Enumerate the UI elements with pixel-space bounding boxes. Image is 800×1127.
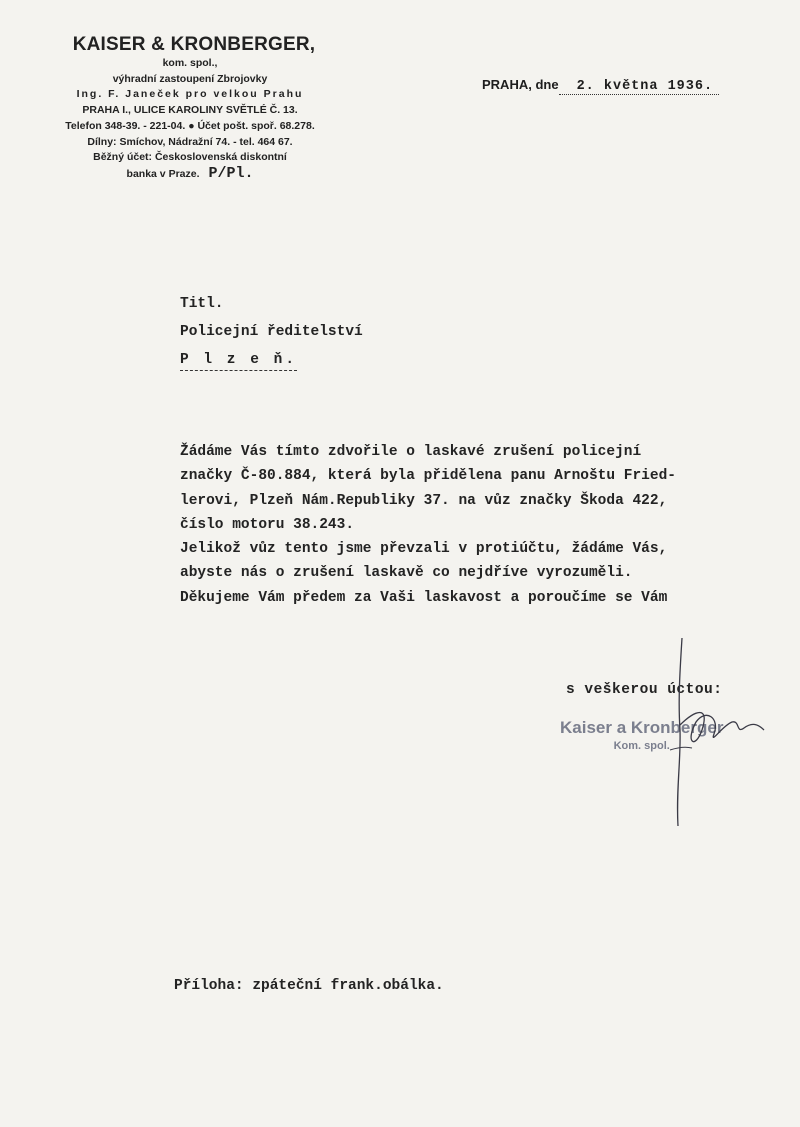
stamp-company-name: Kaiser a Kronberger — [560, 718, 724, 737]
letterhead-line-bank — [0, 166, 380, 183]
addressee-city: P l z e ň. — [180, 350, 297, 371]
letter-body — [180, 440, 780, 610]
body-line: Jelikož vůz tento jsme převzali v protiúčtu, žádáme Vás, — [180, 541, 668, 558]
letterhead-line: PRAHA I., ULICE KAROLINY SVĚTLÉ Č. 13. — [82, 104, 298, 117]
body-line: lerovi, Plzeň Nám.Republiky 37. na vůz značky Škoda 422, — [180, 492, 668, 509]
stamp-company-type: Kom. spol. — [613, 740, 670, 752]
attachment-note: Příloha: zpáteční frank.obálka. — [174, 978, 444, 994]
handwritten-signature — [640, 630, 780, 830]
body-line: Žádáme Vás tímto zdvořile o laskavé zrušení policejní — [180, 444, 642, 460]
body-line: abyste nás o zrušení laskavě co nejdříve vyrozuměli. — [180, 565, 633, 582]
closing-salutation: s veškerou úctou: — [566, 682, 723, 698]
letterhead-line: výhradní zastoupení Zbrojovky — [112, 72, 268, 85]
letterhead-line: Běžný účet: Československá diskontní — [93, 151, 287, 164]
letterhead-line: kom. spol., — [162, 57, 218, 69]
letterhead-line: Dílny: Smíchov, Nádražní 74. - tel. 464 67. — [87, 135, 293, 148]
letterhead — [0, 34, 380, 183]
date-place: PRAHA, dne — [482, 77, 559, 92]
letterhead-line: Telefon 348-39. - 221-04. ● Účet pošt. spoř. 68.278. — [65, 119, 315, 132]
letterhead-line: Ing. F. Janeček pro velkou Prahu — [76, 88, 304, 101]
dateline — [482, 77, 719, 95]
body-line: Děkujeme Vám předem za Vaši laskavost a poroučíme se Vám — [180, 589, 668, 606]
reference-mark: P/Pl. — [208, 164, 254, 182]
addressee-block — [180, 290, 363, 374]
body-line: číslo motoru 38.243. — [180, 516, 355, 533]
company-name: KAISER & KRONBERGER, — [72, 34, 316, 55]
date-field — [559, 77, 720, 95]
date-value: 2. května 1936. — [576, 79, 714, 94]
addressee-office: Policejní ředitelství — [180, 324, 363, 340]
body-line: značky Č-80.884, která byla přidělena panu Arnoštu Fried- — [180, 468, 676, 485]
letterhead-bank: banka v Praze. — [126, 167, 200, 180]
addressee-title: Titl. — [180, 296, 224, 312]
